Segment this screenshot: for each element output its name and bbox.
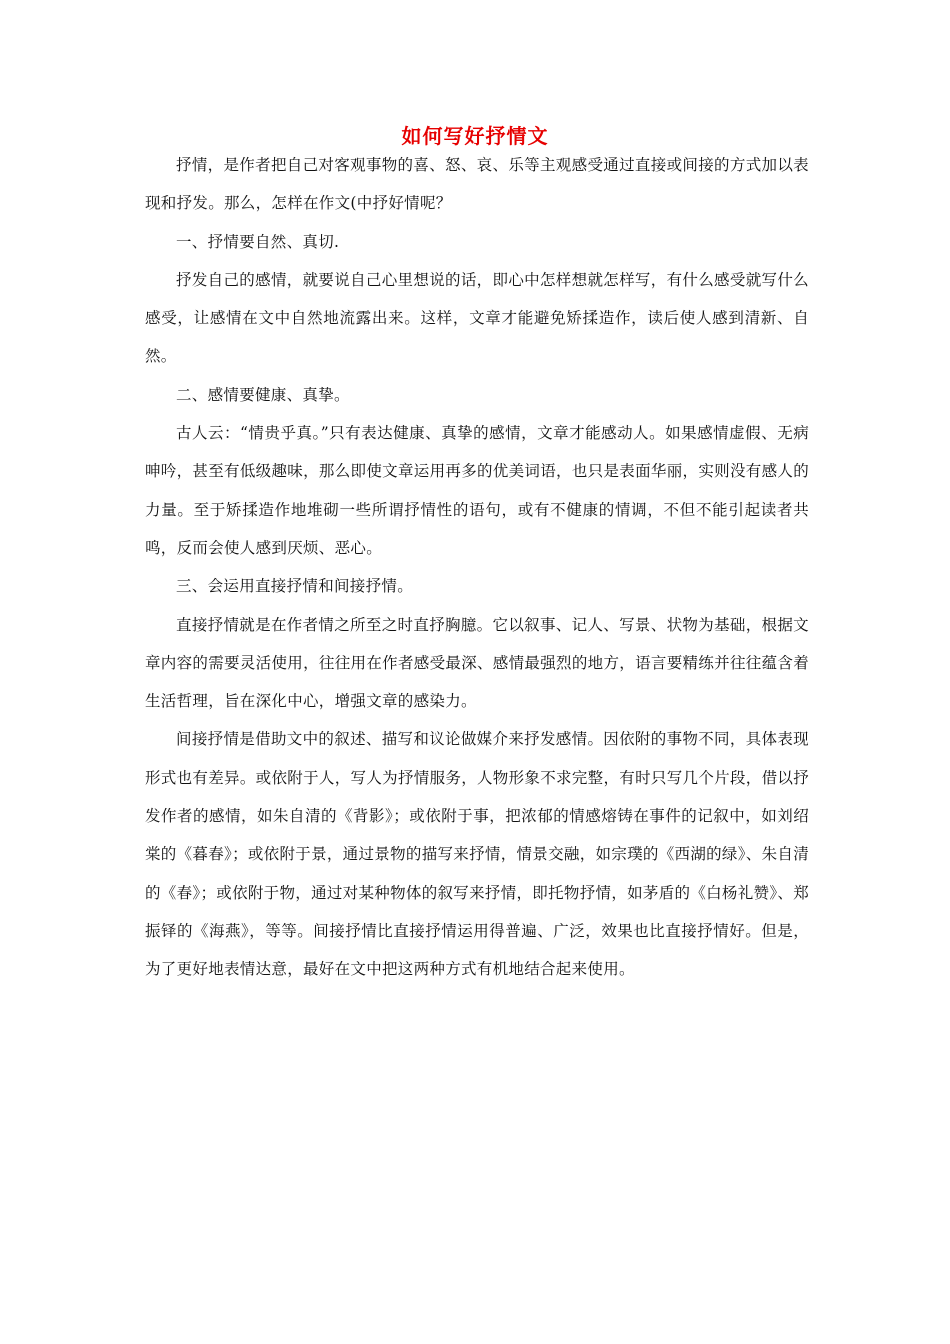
document-title: 如何写好抒情文 [401,124,549,148]
heading-section-2: 二、感情要健康、真挚。 [176,385,350,404]
paragraph-direct-lyric: 直接抒情就是在作者情之所至之时直抒胸臆。它以叙事、记人、写景、状物为基础，根据文章内容的需要灵活使用，往往用在作者感受最深、感情最强烈的地方，语言要精练并往往蕴含着生活哲理，旨在深化中心，增强文章的感染力。 [145,615,809,711]
paragraph-section-2: 古人云：“情贵乎真。”只有表达健康、真挚的感情，文章才能感动人。如果感情虚假、无病呻吟，甚至有低级趣味，那么即使文章运用再多的优美词语，也只是表面华丽，实则没有感人的力量。至于矫揉造作地堆砌一些所谓抒情性的语句，或有不健康的情调，不但不能引起读者共鸣，反而会使人感到厌烦、恶心。 [145,424,809,557]
heading-section-3: 三、会运用直接抒情和间接抒情。 [176,577,414,596]
paragraph-section-1: 抒发自己的感情，就要说自己心里想说的话，即心中怎样想就怎样写，有什么感受就写什么感受，让感情在文中自然地流露出来。这样，文章才能避免矫揉造作，读后使人感到清新、自然。 [145,270,809,366]
heading-section-1: 一、抒情要自然、真切. [176,232,340,251]
paragraph-indirect-lyric: 间接抒情是借助文中的叙述、描写和议论做媒介来抒发感情。因依附的事物不同，具体表现形式也有差异。或依附于人，写人为抒情服务，人物形象不求完整，有时只写几个片段，借以抒发作者的感情，如朱自清的《背影》；或依附于事，把浓郁的情感熔铸在事件的记叙中，如刘绍棠的《暮春》；或依附于景，通过景物的描写来抒情，情景交融，如宗璞的《西湖的绿》、朱自清的《春》；或依附于物，通过对某种物体的叙写来抒情，即托物抒情，如茅盾的《白杨礼赞》、郑振铎的《海燕》，等等。间接抒情比直接抒情运用得普遍、广泛，效果也比直接抒情好。但是，为了更好地表情达意，最好在文中把这两种方式有机地结合起来使用。 [145,730,809,979]
paragraph-intro: 抒情，是作者把自己对客观事物的喜、怒、哀、乐等主观感受通过直接或间接的方式加以表现和抒发。那么，怎样在作文(中抒好情呢？ [145,156,809,213]
document-body [145,146,809,989]
